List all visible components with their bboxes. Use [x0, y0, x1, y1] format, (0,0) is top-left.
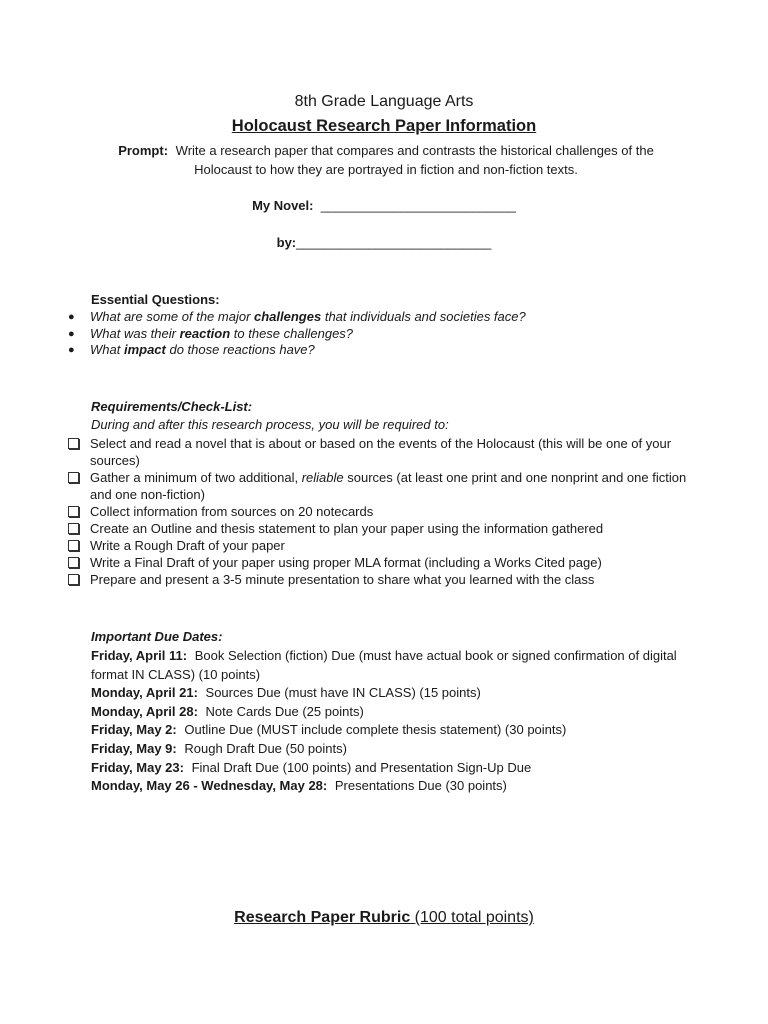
checklist-item — [66, 571, 706, 588]
due-date-text: Final Draft Due (100 points) and Presentation Sign-Up Due — [191, 759, 532, 775]
checkbox-icon — [68, 523, 79, 534]
due-date-item — [91, 684, 691, 703]
checkbox-icon — [68, 574, 79, 585]
checklist-text: Write a Final Draft of your paper using proper MLA format (including a Works Cited page) — [90, 555, 602, 570]
essential-questions-heading: Essential Questions: — [91, 292, 220, 307]
question-keyword: reaction — [179, 325, 231, 341]
due-date-label: Friday, May 2: — [91, 722, 177, 738]
bullet-dot-icon: ● — [68, 311, 75, 323]
checklist-text: sources (at least one print and one nonprint and one fiction and one non-fiction) — [90, 470, 687, 502]
due-date-text: Outline Due (MUST include complete thesis statement) (30 points) — [184, 722, 567, 738]
bullet-dot-icon: ● — [68, 344, 75, 356]
checklist-item — [66, 503, 706, 520]
checklist-text: Prepare and present a 3-5 minute presentation to share what you learned with the class — [90, 572, 595, 587]
document-title: Holocaust Research Paper Information — [231, 117, 537, 135]
question-text: do those reactions have? — [165, 342, 315, 357]
due-date-text: Presentations Due (30 points) — [334, 778, 507, 794]
due-date-label: Monday, April 21: — [91, 685, 198, 701]
due-date-item — [91, 721, 691, 740]
due-date-item — [91, 740, 691, 759]
question-keyword: impact — [123, 342, 166, 357]
my-novel-label: My Novel: — [252, 198, 314, 213]
checklist-item — [66, 537, 706, 554]
due-dates-heading: Important Due Dates: — [91, 629, 223, 644]
question-text: What was their — [90, 325, 180, 341]
prompt-paragraph — [96, 141, 676, 179]
due-date-label: Monday, May 26 - Wednesday, May 28: — [91, 778, 328, 794]
question-item — [66, 309, 526, 326]
checklist-text: Collect information from sources on 20 notecards — [90, 504, 374, 519]
author-blank: ___________________________ — [296, 235, 492, 250]
due-date-text: Rough Draft Due (50 points) — [184, 740, 347, 756]
checklist-item — [66, 435, 706, 469]
checkbox-icon — [68, 438, 79, 449]
checklist-text: Select and read a novel that is about or based on the events of the Holocaust (this will be one of your sources) — [90, 436, 672, 468]
checklist-item — [66, 520, 706, 537]
checkbox-icon — [68, 557, 79, 568]
question-text: to these challenges? — [230, 325, 354, 341]
prompt-text: Write a research paper that compares and contrasts the historical challenges of the Holocaust to how they are portrayed in fiction and non-fiction texts. — [175, 143, 654, 177]
my-novel-blank: ___________________________ — [320, 198, 516, 213]
rubric-title: Research Paper Rubric — [234, 909, 411, 926]
checkbox-icon — [68, 540, 79, 551]
due-date-item — [91, 759, 691, 778]
checkbox-icon — [68, 506, 79, 517]
essential-questions-list — [66, 309, 526, 359]
checklist-text: Gather a minimum of two additional, — [90, 470, 302, 485]
bullet-dot-icon: ● — [68, 327, 75, 340]
due-date-item — [91, 777, 691, 796]
my-novel-line — [0, 198, 768, 213]
due-date-text: Note Cards Due (25 points) — [205, 703, 364, 719]
question-item — [66, 326, 526, 343]
checklist-item — [66, 554, 706, 571]
due-date-label: Friday, April 11: — [91, 648, 188, 663]
requirements-heading: Requirements/Check-List: — [91, 399, 253, 414]
requirements-intro: During and after this research process, you will be required to: — [91, 417, 449, 432]
due-date-text: Sources Due (must have IN CLASS) (15 points) — [205, 685, 481, 701]
question-keyword: challenges — [254, 309, 322, 324]
due-date-item — [91, 647, 691, 684]
checklist-text: Write a Rough Draft of your paper — [90, 538, 285, 553]
rubric-heading — [0, 909, 768, 927]
requirements-checklist — [66, 435, 706, 588]
author-line — [0, 235, 768, 250]
due-date-label: Monday, April 28: — [91, 703, 198, 719]
author-label: by: — [276, 235, 297, 250]
prompt-label: Prompt: — [118, 143, 169, 158]
checkbox-icon — [68, 472, 79, 483]
question-item — [66, 342, 526, 359]
due-date-text: Book Selection (fiction) Due (must have actual book or signed confirmation of digital format IN CLASS) (10 points) — [91, 648, 677, 682]
due-date-label: Friday, May 23: — [91, 759, 184, 775]
checklist-item — [66, 469, 706, 503]
checklist-emphasis: reliable — [301, 470, 344, 485]
due-dates-list — [91, 647, 691, 796]
due-date-item — [91, 703, 691, 722]
question-text: that individuals and societies face? — [321, 309, 526, 324]
question-text: What — [90, 342, 124, 357]
rubric-subtitle: (100 total points) — [414, 909, 534, 926]
checklist-text: Create an Outline and thesis statement to plan your paper using the information gathered — [90, 521, 604, 536]
question-text: What are some of the major — [90, 309, 255, 324]
course-heading: 8th Grade Language Arts — [294, 93, 474, 110]
due-date-label: Friday, May 9: — [91, 740, 177, 756]
